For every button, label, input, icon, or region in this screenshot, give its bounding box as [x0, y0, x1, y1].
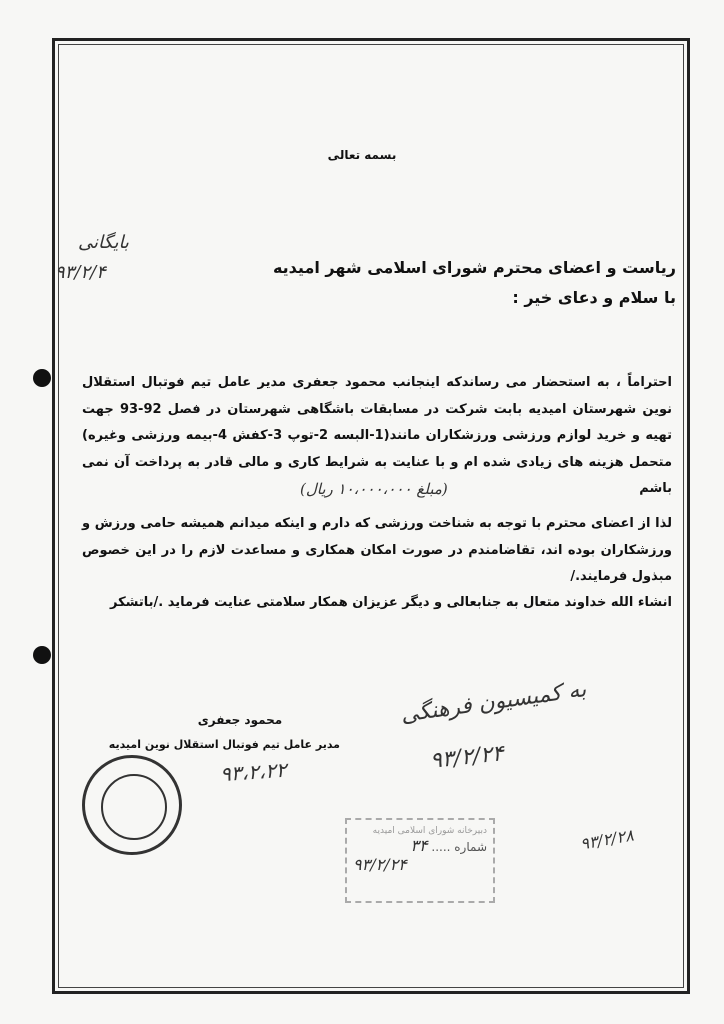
punch-hole: [33, 646, 51, 664]
stamp-date: ۹۳/۲/۲۴: [353, 855, 407, 874]
registry-stamp: دبیرخانه شورای اسلامی امیدیه شماره ..... ۳۴ ۹۳/۲/۲۴: [345, 818, 495, 903]
body-paragraph: احتراماً ، به استحضار می رساندکه اینجانب محمود جعفری مدیر عامل تیم فوتبال استقلال نوین شهرستان امیدیه بابت شرکت در مسابقات باشگاهی شهرستان در فصل 92-93 جهت تهیه و خرید لوازم ورزشی ورزشکاران مانند(1-البسه 2-توپ 3-کفش 4-بیمه ورزشی وغیره) متحمل هزینه های زیادی شده ام و با عنایت به شرایط کاری و مالی قادر به پرداخت آن نمی باشم: [82, 375, 672, 496]
handwritten-amount: (مبلغ ۱۰،۰۰۰،۰۰۰ ریال): [300, 480, 448, 498]
stamp-number: ۳۴: [410, 836, 428, 855]
handwritten-archive-note: بایگانی: [78, 232, 129, 253]
handwritten-referral: به کمیسیون فرهنگی: [399, 677, 588, 728]
punch-hole: [33, 369, 51, 387]
recipient-line: ریاست و اعضای محترم شورای اسلامی شهر امیدیه: [272, 258, 676, 277]
greeting-line: با سلام و دعای خیر :: [512, 288, 676, 307]
body-paragraph: لذا از اعضای محترم با توجه به شناخت ورزشی که دارم و اینکه میدانم همیشه حامی ورزش و ورزشکاران بوده اند، تقاضامندم در صورت امکان همکاری و مساعدت لازم را در این خصوص مبذول فرمایند./: [82, 516, 672, 584]
signer-title: مدیر عامل تیم فوتبال استقلال نوین امیدیه: [108, 738, 340, 751]
stamp-number-label: شماره: [454, 840, 487, 854]
club-seal: [82, 755, 182, 855]
signer-name: محمود جعفری: [197, 713, 283, 727]
handwritten-bottom-date: ۹۳/۲/۲۸: [578, 825, 635, 854]
handwritten-referral-date: ۹۳/۲/۲۴: [428, 741, 506, 774]
letter-heading: بسمه تعالی: [327, 148, 397, 162]
handwritten-archive-date: ۹۳/۲/۴: [55, 262, 106, 283]
body-paragraph: انشاء الله خداوند متعال به جنابعالی و دیگر عزیزان همکار سلامتی عنایت فرماید ./باتشکر: [110, 595, 672, 610]
handwritten-signature-date: ۹۳،۲،۲۲: [219, 757, 288, 787]
stamp-org: دبیرخانه شورای اسلامی امیدیه: [372, 826, 487, 836]
